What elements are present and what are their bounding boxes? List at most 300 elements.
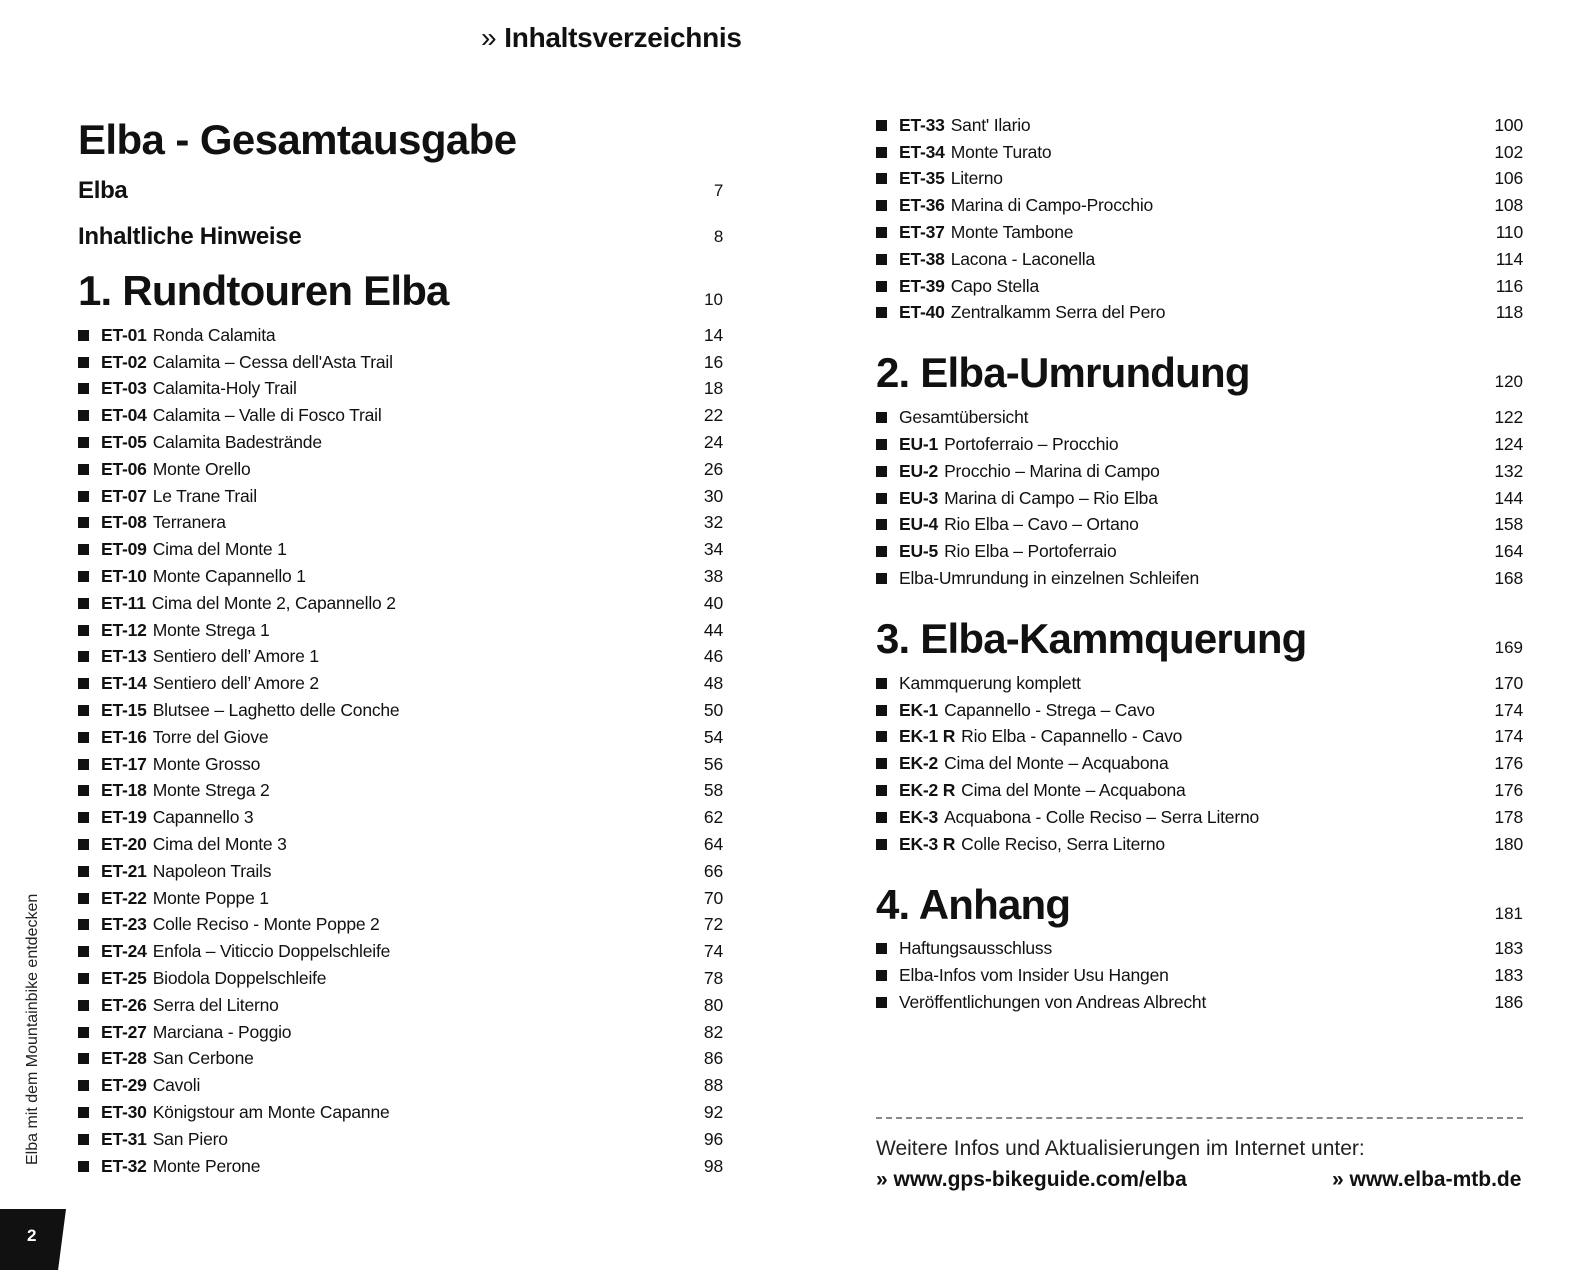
entry-name: Sant' Ilario (950, 114, 1031, 135)
entry-name: Napoleon Trails (152, 860, 272, 881)
entry-name: Haftungsausschluss (899, 938, 1053, 959)
entry-code: ET-27 (101, 1021, 147, 1042)
entry-page: 170 (1494, 672, 1523, 693)
entry-page: 178 (1494, 806, 1523, 827)
entry-page: 82 (703, 1021, 723, 1042)
entry-page: 108 (1494, 195, 1523, 216)
toc-intro-hinweise[interactable] (78, 214, 723, 260)
entry-code: ET-13 (101, 646, 147, 667)
entry-code: EK-1 R (899, 726, 956, 747)
entry-code: ET-02 (101, 351, 147, 372)
bullet-square-icon (78, 1000, 89, 1011)
entry-name: Calamita-Holy Trail (152, 378, 297, 399)
entry-name: Colle Reciso - Monte Poppe 2 (152, 914, 380, 935)
entry-code: ET-32 (101, 1155, 147, 1176)
bullet-square-icon (78, 517, 89, 528)
entry-page: 106 (1494, 168, 1523, 189)
dashed-divider (876, 1117, 1523, 1119)
bullet-square-icon (78, 893, 89, 904)
toc-right-column (876, 112, 1523, 1016)
bullet-square-icon (78, 651, 89, 662)
entry-name: San Piero (152, 1128, 228, 1149)
entry-page: 88 (703, 1075, 723, 1096)
entry-code: EU-2 (899, 460, 939, 481)
entry-name: Biodola Doppelschleife (152, 968, 327, 989)
toc-entry[interactable] (78, 349, 723, 376)
toc-entry[interactable] (876, 273, 1523, 300)
link-elba-mtb[interactable]: » www.elba-mtb.de (1332, 1168, 1522, 1191)
toc-entry[interactable] (78, 912, 723, 939)
entry-name: Capannello - Strega – Cavo (944, 699, 1155, 720)
umrundung-list (876, 404, 1523, 592)
bullet-square-icon (876, 943, 887, 954)
entry-page: 100 (1494, 114, 1523, 135)
entry-page: 48 (703, 673, 723, 694)
entry-code: ET-40 (899, 302, 945, 323)
entry-code: ET-26 (101, 994, 147, 1015)
bullet-square-icon (876, 758, 887, 769)
header-arrow: » (481, 22, 497, 53)
toc-entry[interactable] (876, 670, 1523, 697)
anhang-list (876, 936, 1523, 1016)
entry-code: ET-09 (101, 539, 147, 560)
toc-entry[interactable] (876, 697, 1523, 724)
toc-entry[interactable] (78, 1046, 723, 1073)
section-heading-rundtouren[interactable] (78, 260, 723, 322)
entry-name: Le Trane Trail (152, 485, 257, 506)
toc-entry[interactable] (876, 804, 1523, 831)
intro-page: 8 (713, 227, 723, 246)
toc-entry[interactable] (78, 938, 723, 965)
entry-page: 34 (703, 539, 723, 560)
entry-page: 116 (1495, 275, 1523, 296)
bullet-square-icon (876, 200, 887, 211)
entry-name: Portoferraio – Procchio (944, 434, 1119, 455)
bullet-square-icon (876, 412, 887, 423)
entry-page: 44 (703, 619, 723, 640)
entry-code: ET-05 (101, 432, 147, 453)
toc-entry[interactable] (78, 376, 723, 403)
entry-code: ET-14 (101, 673, 147, 694)
toc-entry[interactable] (78, 1153, 723, 1180)
entry-name: Enfola – Viticcio Doppelschleife (152, 941, 391, 962)
entry-code: EK-3 (899, 806, 939, 827)
toc-entry[interactable] (78, 992, 723, 1019)
entry-page: 180 (1494, 833, 1523, 854)
entry-name: Cima del Monte 1 (152, 539, 287, 560)
section-title: 3. Elba-Kammquerung (876, 614, 1307, 662)
bullet-square-icon (78, 625, 89, 636)
entry-code: ET-11 (101, 592, 146, 613)
rundtouren-list-part-1 (78, 322, 723, 1180)
entry-code: EK-2 (899, 753, 939, 774)
entry-page: 118 (1495, 302, 1523, 323)
toc-entry[interactable] (876, 404, 1523, 431)
toc-entry[interactable] (876, 458, 1523, 485)
entry-code: ET-29 (101, 1075, 147, 1096)
entry-name: Elba-Infos vom Insider Usu Hangen (899, 965, 1169, 986)
bullet-square-icon (876, 812, 887, 823)
entry-page: 98 (703, 1155, 723, 1176)
entry-name: Monte Poppe 1 (152, 887, 269, 908)
entry-page: 22 (703, 405, 723, 426)
entry-name: Capo Stella (950, 275, 1039, 296)
entry-name: Monte Strega 1 (152, 619, 270, 640)
entry-name: Rio Elba – Cavo – Ortano (944, 514, 1139, 535)
entry-page: 80 (703, 994, 723, 1015)
entry-name: Capannello 3 (152, 807, 254, 828)
toc-entry[interactable] (876, 139, 1523, 166)
toc-entry[interactable] (78, 563, 723, 590)
entry-name: Ronda Calamita (152, 324, 276, 345)
toc-entry[interactable] (78, 456, 723, 483)
entry-name: Serra del Literno (152, 994, 279, 1015)
entry-name: Sentiero dell’ Amore 1 (152, 646, 319, 667)
toc-entry[interactable] (78, 1019, 723, 1046)
toc-entry[interactable] (78, 751, 723, 778)
bullet-square-icon (78, 785, 89, 796)
bullet-square-icon (78, 973, 89, 984)
toc-entry[interactable] (876, 112, 1523, 139)
entry-page: 96 (703, 1128, 723, 1149)
entry-name: Kammquerung komplett (899, 672, 1081, 693)
entry-page: 72 (703, 914, 723, 935)
entry-page: 62 (703, 807, 723, 828)
entry-code: ET-38 (899, 248, 945, 269)
section-page: 181 (1494, 903, 1523, 923)
toc-entry[interactable] (78, 724, 723, 751)
bullet-square-icon (78, 678, 89, 689)
entry-page: 14 (703, 324, 723, 345)
bullet-square-icon (876, 227, 887, 238)
entry-code: ET-16 (101, 726, 147, 747)
toc-entry[interactable] (78, 858, 723, 885)
bullet-square-icon (78, 437, 89, 448)
toc-entry[interactable] (876, 962, 1523, 989)
entry-page: 64 (703, 834, 723, 855)
entry-code: EU-4 (899, 514, 939, 535)
entry-name: Gesamtübersicht (899, 407, 1029, 428)
section-heading-kammquerung[interactable] (876, 608, 1523, 670)
section-title: 2. Elba-Umrundung (876, 349, 1250, 397)
entry-page: 92 (703, 1102, 723, 1122)
entry-name: Elba-Umrundung in einzelnen Schleifen (899, 568, 1200, 589)
entry-page: 114 (1495, 248, 1523, 269)
bullet-square-icon (876, 439, 887, 450)
vertical-book-title: Elba mit dem Mountainbike entdecken (24, 893, 41, 1165)
toc-entry[interactable] (78, 697, 723, 724)
bullet-square-icon (78, 732, 89, 743)
entry-name: Monte Tambone (950, 222, 1074, 243)
entry-code: ET-35 (899, 168, 945, 189)
page-number: 2 (27, 1226, 37, 1245)
section-heading-anhang[interactable] (876, 874, 1523, 936)
entry-code: ET-19 (101, 807, 147, 828)
entry-code: ET-12 (101, 619, 147, 640)
toc-entry[interactable] (876, 565, 1523, 592)
header-title: Inhaltsverzeichnis (504, 22, 742, 53)
bullet-square-icon (876, 839, 887, 850)
entry-name: Marina di Campo-Procchio (950, 195, 1154, 216)
link-gps-bikeguide[interactable]: » www.gps-bikeguide.com/elba (876, 1168, 1187, 1191)
entry-name: Cima del Monte 3 (152, 834, 287, 855)
bullet-square-icon (876, 493, 887, 504)
more-info-text: Weitere Infos und Aktualisierungen im Internet unter: (876, 1137, 1365, 1160)
entry-name: Procchio – Marina di Campo (944, 460, 1160, 481)
entry-code: EK-3 R (899, 833, 956, 854)
toc-entry[interactable] (876, 538, 1523, 565)
entry-page: 174 (1494, 726, 1523, 747)
bullet-square-icon (78, 919, 89, 930)
bullet-square-icon (78, 759, 89, 770)
bullet-square-icon (876, 466, 887, 477)
entry-page: 24 (703, 432, 723, 453)
toc-entry[interactable] (78, 322, 723, 349)
toc-entry[interactable] (78, 965, 723, 992)
kammquerung-list (876, 670, 1523, 858)
toc-entry[interactable] (876, 936, 1523, 963)
toc-left-column (78, 112, 723, 1180)
entry-code: EK-2 R (899, 780, 956, 801)
bullet-square-icon (876, 785, 887, 796)
entry-name: Veröffentlichungen von Andreas Albrecht (899, 992, 1207, 1013)
entry-code: ET-07 (101, 485, 147, 506)
entry-code: ET-15 (101, 700, 147, 721)
entry-code: ET-06 (101, 458, 147, 479)
entry-code: ET-08 (101, 512, 147, 533)
toc-entry[interactable] (876, 431, 1523, 458)
toc-entry[interactable] (876, 219, 1523, 246)
entry-name: Monte Grosso (152, 753, 261, 774)
toc-entry[interactable] (78, 778, 723, 805)
entry-name: Lacona - Laconella (950, 248, 1095, 269)
entry-name: Calamita – Valle di Fosco Trail (152, 405, 382, 426)
entry-code: EU-3 (899, 487, 939, 508)
toc-entry[interactable] (78, 831, 723, 858)
toc-entry[interactable] (876, 512, 1523, 539)
entry-code: ET-28 (101, 1048, 147, 1069)
entry-code: EU-1 (899, 434, 939, 455)
bullet-square-icon (78, 1053, 89, 1064)
toc-entry[interactable] (78, 617, 723, 644)
bullet-square-icon (876, 997, 887, 1008)
entry-page: 174 (1494, 699, 1523, 720)
toc-entry[interactable] (876, 777, 1523, 804)
entry-name: Literno (950, 168, 1003, 189)
entry-code: ET-23 (101, 914, 147, 935)
bullet-square-icon (78, 1027, 89, 1038)
toc-entry[interactable] (876, 724, 1523, 751)
bullet-square-icon (876, 519, 887, 530)
entry-code: ET-24 (101, 941, 147, 962)
entry-page: 56 (703, 753, 723, 774)
entry-page: 40 (703, 592, 723, 613)
entry-name: San Cerbone (152, 1048, 254, 1069)
entry-name: Acquabona - Colle Reciso – Serra Literno (944, 806, 1260, 827)
toc-entry[interactable] (876, 750, 1523, 777)
entry-name: Zentralkamm Serra del Pero (950, 302, 1166, 323)
entry-code: ET-04 (101, 405, 147, 426)
intro-label: Inhaltliche Hinweise (78, 223, 302, 250)
bullet-square-icon (876, 731, 887, 742)
bullet-square-icon (876, 281, 887, 292)
section-title: 1. Rundtouren Elba (78, 267, 449, 314)
main-title: Elba - Gesamtausgabe (78, 116, 517, 163)
entry-name: Rio Elba - Capannello - Cavo (961, 726, 1183, 747)
rundtouren-list-part-2 (876, 112, 1523, 326)
toc-entry[interactable] (876, 192, 1523, 219)
bullet-square-icon (78, 544, 89, 555)
entry-name: Marina di Campo – Rio Elba (944, 487, 1158, 508)
entry-page: 16 (703, 351, 723, 372)
toc-entry[interactable] (876, 485, 1523, 512)
toc-intro-elba[interactable] (78, 168, 723, 214)
toc-entry[interactable] (78, 536, 723, 563)
entry-name: Colle Reciso, Serra Literno (961, 833, 1165, 854)
bullet-square-icon (78, 1107, 89, 1118)
entry-name: Monte Capannello 1 (152, 566, 306, 587)
entry-page: 78 (703, 968, 723, 989)
toc-entry[interactable] (876, 989, 1523, 1016)
toc-entry[interactable] (78, 590, 723, 617)
entry-code: ET-36 (899, 195, 945, 216)
toc-entry[interactable] (78, 510, 723, 537)
toc-entry[interactable] (876, 246, 1523, 273)
bullet-square-icon (876, 173, 887, 184)
bullet-square-icon (78, 571, 89, 582)
entry-page: 102 (1494, 141, 1523, 162)
entry-page: 18 (703, 378, 723, 399)
entry-page: 30 (703, 485, 723, 506)
entry-code: ET-22 (101, 887, 147, 908)
entry-page: 176 (1494, 753, 1523, 774)
entry-page: 124 (1494, 434, 1523, 455)
entry-page: 110 (1495, 222, 1523, 243)
toc-entry[interactable] (78, 885, 723, 912)
entry-name: Blutsee – Laghetto delle Conche (152, 700, 400, 721)
entry-name: Marciana - Poggio (152, 1021, 292, 1042)
entry-page: 74 (703, 941, 723, 962)
intro-page: 7 (713, 181, 723, 200)
toc-entry[interactable] (78, 1072, 723, 1099)
bullet-square-icon (78, 866, 89, 877)
bullet-square-icon (876, 546, 887, 557)
bullet-square-icon (78, 1161, 89, 1172)
section-page: 120 (1494, 372, 1523, 392)
bullet-square-icon (78, 598, 89, 609)
bullet-square-icon (78, 357, 89, 368)
entry-page: 38 (703, 566, 723, 587)
toc-entry[interactable] (78, 1099, 723, 1126)
bullet-square-icon (78, 383, 89, 394)
entry-code: ET-31 (101, 1128, 147, 1149)
entry-page: 86 (703, 1048, 723, 1069)
toc-entry[interactable] (78, 644, 723, 671)
entry-code: ET-21 (101, 860, 147, 881)
entry-page: 132 (1494, 460, 1523, 481)
entry-page: 168 (1494, 568, 1523, 589)
section-title: 4. Anhang (876, 880, 1071, 928)
entry-code: EK-1 (899, 699, 939, 720)
bullet-square-icon (78, 330, 89, 341)
entry-name: Cima del Monte 2, Capannello 2 (151, 592, 396, 613)
entry-name: Monte Strega 2 (152, 780, 270, 801)
entry-page: 50 (703, 700, 723, 721)
entry-code: ET-30 (101, 1102, 147, 1122)
entry-name: Sentiero dell’ Amore 2 (152, 673, 319, 694)
entry-name: Königstour am Monte Capanne (152, 1102, 390, 1122)
bullet-square-icon (876, 705, 887, 716)
entry-code: ET-17 (101, 753, 147, 774)
entry-page: 183 (1494, 938, 1523, 959)
section-heading-umrundung[interactable] (876, 342, 1523, 404)
toc-entry[interactable] (876, 300, 1523, 327)
bullet-square-icon (78, 1080, 89, 1091)
toc-entry[interactable] (78, 670, 723, 697)
entry-page: 186 (1494, 992, 1523, 1013)
bullet-square-icon (876, 307, 887, 318)
bullet-square-icon (876, 120, 887, 131)
bullet-square-icon (78, 491, 89, 502)
entry-page: 158 (1494, 514, 1523, 535)
entry-code: ET-39 (899, 275, 945, 296)
bullet-square-icon (78, 705, 89, 716)
toc-entry[interactable] (876, 166, 1523, 193)
entry-name: Cima del Monte – Acquabona (944, 753, 1169, 774)
bullet-square-icon (876, 970, 887, 981)
toc-entry[interactable] (78, 483, 723, 510)
entry-code: ET-18 (101, 780, 147, 801)
intro-label: Elba (78, 177, 128, 204)
bullet-square-icon (876, 678, 887, 689)
entry-page: 26 (703, 458, 723, 479)
entry-page: 183 (1494, 965, 1523, 986)
entry-page: 54 (703, 726, 723, 747)
entry-page: 32 (703, 512, 723, 533)
toc-entry[interactable] (78, 804, 723, 831)
toc-entry[interactable] (78, 1126, 723, 1153)
bullet-square-icon (78, 464, 89, 475)
toc-entry[interactable] (78, 402, 723, 429)
entry-name: Torre del Giove (152, 726, 269, 747)
section-page: 10 (704, 290, 723, 309)
entry-name: Calamita – Cessa dell'Asta Trail (152, 351, 393, 372)
entry-name: Monte Perone (152, 1155, 261, 1176)
entry-name: Cavoli (152, 1075, 201, 1096)
bullet-square-icon (78, 946, 89, 957)
entry-page: 164 (1494, 541, 1523, 562)
bullet-square-icon (876, 573, 887, 584)
entry-code: EU-5 (899, 541, 939, 562)
entry-code: ET-01 (101, 324, 147, 345)
bullet-square-icon (78, 839, 89, 850)
entry-page: 66 (703, 860, 723, 881)
entry-code: ET-37 (899, 222, 945, 243)
entry-name: Cima del Monte – Acquabona (961, 780, 1186, 801)
bullet-square-icon (876, 254, 887, 265)
entry-page: 70 (703, 887, 723, 908)
bullet-square-icon (78, 410, 89, 421)
entry-code: ET-03 (101, 378, 147, 399)
toc-entry[interactable] (876, 831, 1523, 858)
section-page: 169 (1494, 637, 1523, 657)
toc-entry[interactable] (78, 429, 723, 456)
entry-code: ET-20 (101, 834, 147, 855)
entry-code: ET-33 (899, 114, 945, 135)
entry-page: 122 (1494, 407, 1523, 428)
bullet-square-icon (78, 812, 89, 823)
bullet-square-icon (876, 147, 887, 158)
